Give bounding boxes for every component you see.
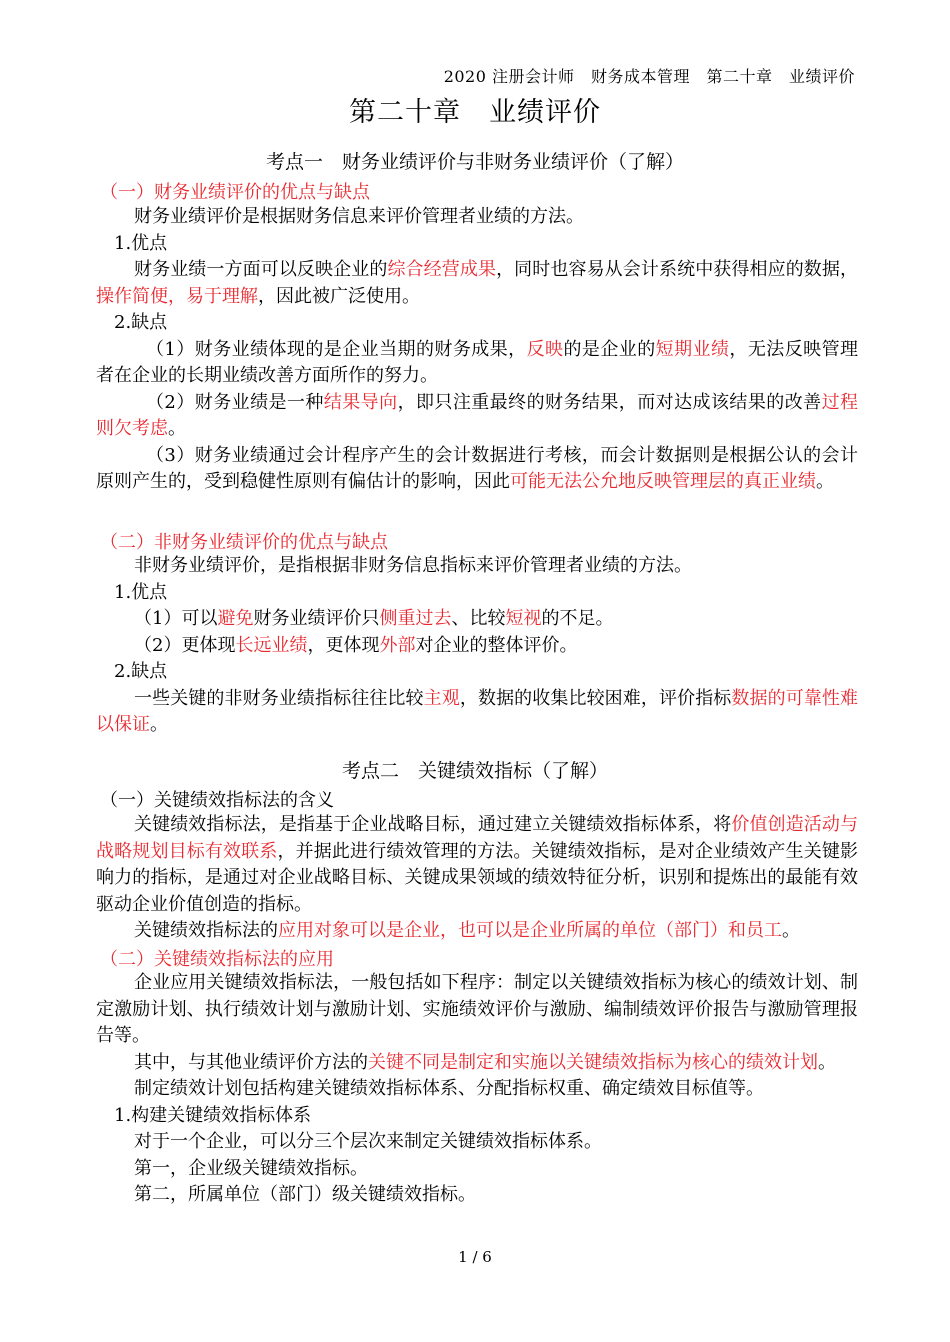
paragraph: 其中，与其他业绩评价方法的关键不同是制定和实施以关键绩效指标为核心的绩效计划。 xyxy=(134,1051,836,1073)
paragraph: 一些关键的非财务业绩指标往往比较主观，数据的收集比较困难，评价指标数据的可靠性难以保证。 xyxy=(96,687,859,735)
chapter-title: 第二十章 业绩评价 xyxy=(349,97,601,128)
list-item: 第二，所属单位（部门）级关键绩效指标。 xyxy=(134,1184,476,1205)
paragraph-block-1 xyxy=(96,204,858,496)
subsection-heading-1-2: （二）非财务业绩评价的优点与缺点 xyxy=(100,532,388,553)
list-item: 第一，企业级关键绩效指标。 xyxy=(134,1157,368,1179)
paragraph: 对于一个企业，可以分三个层次来制定关键绩效指标体系。 xyxy=(134,1131,602,1152)
subsection-heading-1-1: （一）财务业绩评价的优点与缺点 xyxy=(100,182,370,203)
list-label: 1.优点 xyxy=(114,581,168,603)
list-label: 1.构建关键绩效指标体系 xyxy=(114,1104,312,1126)
section-heading-1: 考点一 财务业绩评价与非财务业绩评价（了解） xyxy=(265,151,684,173)
list-label: 2.缺点 xyxy=(114,312,168,333)
running-header: 2020 注册会计师 财务成本管理 第二十章 业绩评价 xyxy=(443,67,855,86)
paragraph: 企业应用关键绩效指标法，一般包括如下程序：制定以关键绩效指标为核心的绩效计划、制定激励计划、执行绩效计划与激励计划、实施绩效评价与激励、编制绩效评价报告与激励管理报告等。 xyxy=(96,972,858,1046)
section-heading-2: 考点二 关键绩效指标（了解） xyxy=(341,760,608,782)
paragraph-block-2 xyxy=(96,553,858,739)
page-number: 1 / 6 xyxy=(458,1248,492,1266)
paragraph: 关键绩效指标法的应用对象可以是企业，也可以是企业所属的单位（部门）和员工。 xyxy=(134,920,800,941)
paragraph: 财务业绩评价是根据财务信息来评价管理者业绩的方法。 xyxy=(134,206,584,227)
paragraph: （1）财务业绩体现的是企业当期的财务成果，反映的是企业的短期业绩，无法反映管理者在企业的长期业绩改善方面所作的努力。 xyxy=(96,338,859,386)
paragraph: 关键绩效指标法，是指基于企业战略目标，通过建立关键绩效指标体系，将价值创造活动与战略规划目标有效联系，并据此进行绩效管理的方法。关键绩效指标，是对企业绩效产生关键影响力的指标，是通过对企业战略目标、关键成果领域的绩效特征分析，识别和提炼出的最能有效驱动企业价值创造的指标。 xyxy=(96,814,859,915)
paragraph: 制定绩效计划包括构建关键绩效指标体系、分配指标权重、确定绩效目标值等。 xyxy=(134,1078,764,1099)
paragraph-block-4 xyxy=(96,970,858,1209)
paragraph: 财务业绩一方面可以反映企业的综合经营成果，同时也容易从会计系统中获得相应的数据，操作简便，易于理解，因此被广泛使用。 xyxy=(96,259,859,307)
paragraph: （2）更体现长远业绩，更体现外部对企业的整体评价。 xyxy=(134,634,578,656)
paragraph-block-3 xyxy=(96,812,858,945)
subsection-heading-2-1: （一）关键绩效指标法的含义 xyxy=(100,790,334,811)
paragraph: （1）可以避免财务业绩评价只侧重过去、比较短视的不足。 xyxy=(134,608,614,629)
list-label: 1.优点 xyxy=(114,232,168,254)
paragraph: （3）财务业绩通过会计程序产生的会计数据进行考核，而会计数据则是根据公认的会计原则产生的，受到稳健性原则有偏估计的影响，因此可能无法公允地反映管理层的真正业绩。 xyxy=(96,444,858,492)
paragraph: （2）财务业绩是一种结果导向，即只注重最终的财务结果，而对达成该结果的改善过程则欠考虑。 xyxy=(96,391,859,439)
paragraph: 非财务业绩评价，是指根据非财务信息指标来评价管理者业绩的方法。 xyxy=(134,555,692,576)
subsection-heading-2-2: （二）关键绩效指标法的应用 xyxy=(100,949,334,970)
list-label: 2.缺点 xyxy=(114,661,168,682)
